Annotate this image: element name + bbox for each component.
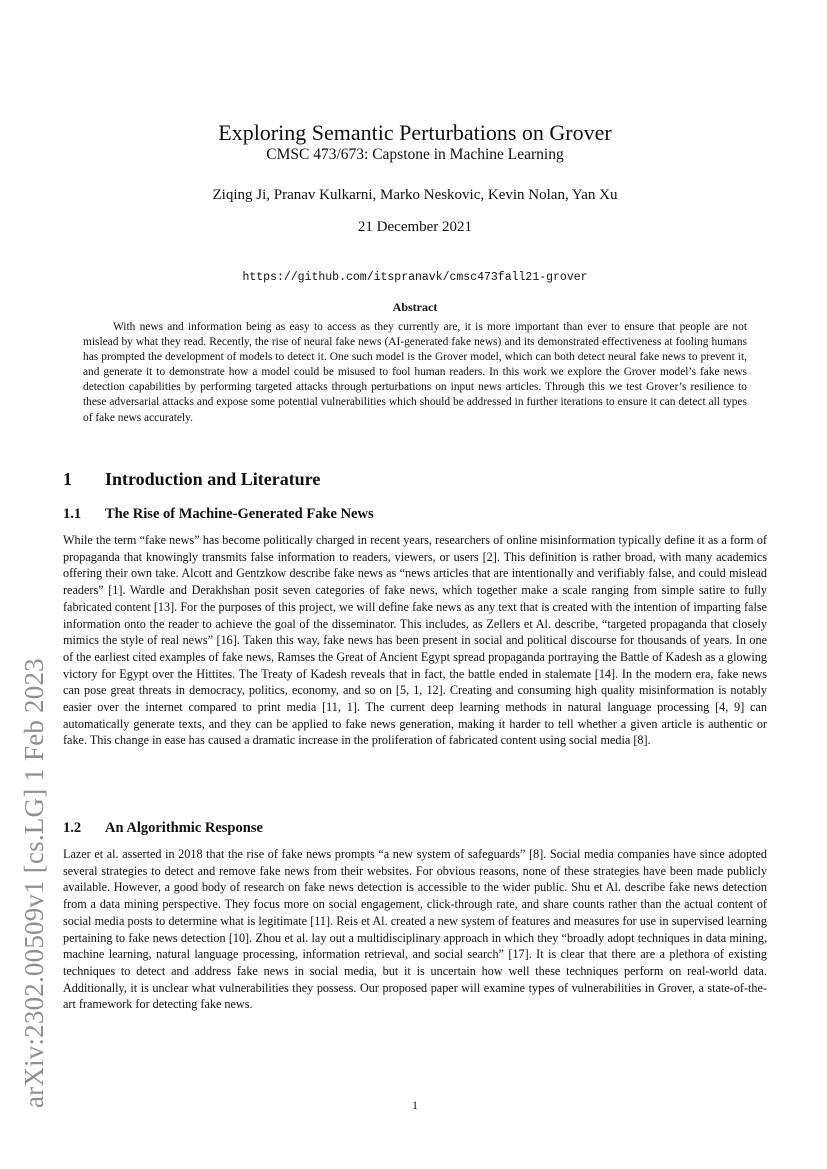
paragraph-rise-of-fake-news: While the term “fake news” has become politically charged in recent years, researchers of online misinformation typically define it as a form of propaganda that knowingly transmits false information to readers, viewers, or users [2]. This definition is rather broad, with many academics offering their own take. Alcott and Gentzkow describe fake news as “news articles that are intentionally and verifiably false, and could mislead readers” [1]. Wardle and Derakhshan posit seven categories of fake news, which together make a scale ranging from simple satire to fully fabricated content [13]. For the purposes of this project, we will define fake news as any text that is created with the intention of imparting false information onto the reader to achieve the goal of the disseminator. This includes, as Zellers et Al. describe, “targeted propaganda that closely mimics the style of real news” [16]. Taken this way, fake news has been present in social and political discourse for thousands of years. In one of the earliest cited examples of fake news, Ramses the Great of Ancient Egypt spread propaganda portraying the Battle of Kadesh as a glowing victory for Egypt over the Hittites. The Treaty of Kadesh reveals that in fact, the battle ended in stalemate [14]. In the modern era, fake news can pose great threats in democracy, politics, economy, and so on [5, 1, 12]. Creating and consuming high quality misinformation is notably easier over the internet compared to print media [11, 1]. The current deep learning methods in natural language processing [4, 9] can automatically generate texts, and they can be applied to fake news generation, making it harder to tell whether a given article is authentic or fake. This change in ease has caused a dramatic increase in the proliferation of fabricated content using social media [8].: [63, 533, 767, 748]
subsection-number: 1.2: [63, 820, 82, 836]
paper-date: 21 December 2021: [357, 219, 473, 235]
subsection-number: 1.1: [63, 506, 82, 522]
repo-link[interactable]: https://github.com/itspranavk/cmsc473fall21-grover: [242, 271, 588, 284]
author-list: Ziqing Ji, Pranav Kulkarni, Marko Neskovic, Kevin Nolan, Yan Xu: [212, 187, 618, 203]
section-heading-introduction: [63, 468, 320, 490]
paper-title: Exploring Semantic Perturbations on Grover: [218, 120, 612, 145]
section-title: Introduction and Literature: [105, 469, 321, 489]
section-number: 1: [63, 469, 72, 489]
subsection-title: An Algorithmic Response: [105, 820, 263, 836]
abstract-heading: Abstract: [392, 300, 438, 314]
arxiv-side-stamp: arXiv:2302.00509v1 [cs.LG] 1 Feb 2023: [19, 658, 49, 1108]
course-subtitle: CMSC 473/673: Capstone in Machine Learning: [266, 146, 564, 163]
subsection-title: The Rise of Machine-Generated Fake News: [105, 506, 374, 522]
page-number: 1: [412, 1098, 418, 1112]
subsection-heading-algorithmic: [63, 819, 263, 837]
abstract-text: With news and information being as easy to access as they currently are, it is more important than ever to ensure that people are not mislead by what they read. Recently, the rise of neural fake news (AI-generated fake news) and its demonstrated effectiveness at fooling humans has prompted the development of models to detect it. One such model is the Grover model, which can both detect neural fake news to prevent it, and generate it to demonstrate how a model could be misused to fool human readers. In this work we explore the Grover model’s fake news detection capabilities by performing targeted attacks through perturbations on input news articles. Through this we test Grover’s resilience to these adversarial attacks and expose some potential vulnerabilities which should be addressed in further iterations to ensure it can detect all types of fake news accurately.: [83, 321, 747, 424]
subsection-heading-rise: [63, 505, 374, 523]
paragraph-algorithmic-response: Lazer et al. asserted in 2018 that the rise of fake news prompts “a new system of safeguards” [8]. Social media companies have since adopted several strategies to detect and remove fake news from their websites. For obvious reasons, none of these strategies have been made publicly available. However, a good body of research on fake news detection is accessible to the wider public. Shu et Al. describe fake news detection from a data mining perspective. They focus more on social engagement, click-through rate, and share counts rather than the actual content of social media posts to determine what is legitimate [11]. Reis et Al. created a new system of features and measures for use in supervised learning pertaining to fake news detection [10]. Zhou et al. lay out a multidisciplinary approach in which they “broadly adopt techniques in data mining, machine learning, natural language processing, information retrieval, and social search” [17]. It is clear that there are a plethora of existing techniques to detect and address fake news in social media, but it is uncertain how well these techniques perform on real-world data. Additionally, it is unclear what vulnerabilities they possess. Our proposed paper will examine types of vulnerabilities in Grover, a state-of-the-art framework for detecting fake news.: [63, 847, 767, 1012]
